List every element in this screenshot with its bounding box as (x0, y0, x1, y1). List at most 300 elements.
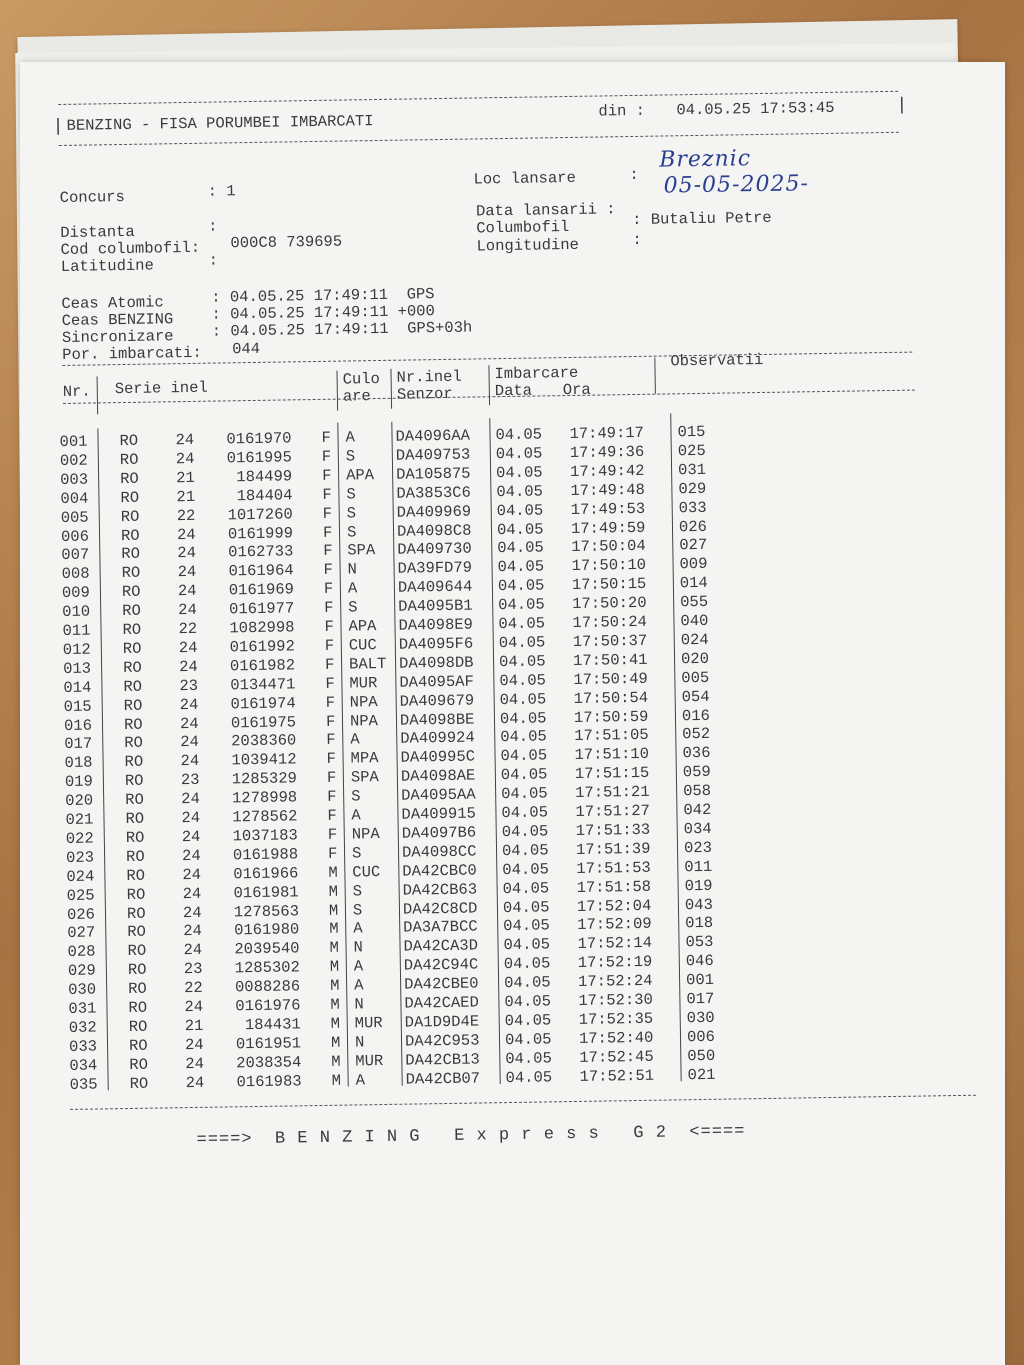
cell-obs: 055 (680, 592, 709, 612)
cell-date: 04.05 (505, 1067, 553, 1087)
cell-year: 24 (181, 827, 201, 847)
cell-time: 17:52:40 (578, 1028, 654, 1048)
cell-sensor: DA409969 (396, 502, 472, 522)
cell-time: 17:50:10 (571, 556, 647, 576)
col-header-divider-1 (97, 376, 99, 414)
cell-nr: 016 (63, 716, 93, 735)
porumbei-imbarcati-label: Por. imbarcati: (62, 343, 202, 364)
cell-country: RO (127, 923, 147, 942)
col-header-divider-2 (336, 371, 338, 411)
cell-sensor: DA42CAED (404, 993, 479, 1013)
cell-nr: 019 (64, 772, 93, 792)
cell-color: MUR (355, 1051, 384, 1071)
cell-country: RO (126, 885, 146, 904)
cell-obs: 053 (685, 933, 714, 952)
cell-date: 04.05 (503, 935, 551, 955)
cell-color: NPA (351, 824, 380, 844)
cell-time: 17:51:15 (574, 763, 650, 784)
cell-time: 17:50:54 (573, 688, 649, 708)
cell-color: S (346, 503, 357, 523)
cell-sensor: DA42CB07 (405, 1069, 481, 1089)
cell-ring: 2039540 (234, 939, 300, 959)
cell-country: RO (119, 431, 139, 451)
cell-ring: 0161969 (228, 580, 295, 600)
cell-sensor: DA4095AF (399, 672, 474, 692)
cell-nr: 023 (65, 848, 95, 867)
cell-country: RO (126, 866, 146, 885)
cell-country: RO (127, 942, 147, 961)
cell-sex: F (326, 750, 337, 769)
cell-sex: F (322, 504, 333, 523)
cell-obs: 019 (684, 876, 713, 895)
cell-ring: 1285329 (231, 769, 298, 789)
cell-year: 23 (183, 960, 203, 979)
cell-country: RO (120, 507, 140, 526)
cell-year: 22 (178, 619, 198, 639)
cell-color: S (345, 447, 356, 466)
cell-obs: 025 (677, 441, 706, 461)
latitudine-value: : (208, 251, 219, 270)
cell-ring: 184431 (244, 1015, 301, 1035)
cell-sensor: DA3A7BCC (403, 917, 478, 938)
cell-obs: 006 (686, 1027, 716, 1047)
handwritten-date: 05-05-2025- (663, 171, 810, 199)
cell-color: MUR (349, 673, 378, 693)
cell-time: 17:50:24 (572, 612, 648, 632)
cell-sensor: DA409730 (397, 539, 472, 560)
cod-columbofil-label: Cod columbofil: (60, 238, 201, 259)
cell-date: 04.05 (499, 708, 547, 728)
cell-color: APA (348, 617, 377, 636)
cell-year: 24 (180, 733, 200, 752)
cell-year: 24 (184, 1035, 204, 1054)
cell-time: 17:49:42 (569, 461, 645, 481)
cell-sensor: DA4095F6 (398, 634, 474, 654)
cell-obs: 052 (682, 725, 711, 744)
cell-nr: 009 (61, 583, 90, 603)
cell-sex: F (326, 731, 336, 750)
cell-year: 24 (179, 714, 199, 733)
cell-nr: 028 (67, 942, 96, 962)
cell-color: S (351, 787, 361, 806)
cell-color: A (351, 806, 361, 825)
cell-year: 24 (182, 884, 202, 903)
din-label: din : (598, 101, 646, 121)
cell-country: RO (123, 677, 143, 696)
cell-sensor: DA4098E9 (398, 615, 474, 635)
concurs-value: : 1 (207, 182, 236, 201)
cell-country: RO (123, 696, 143, 715)
cell-year: 23 (180, 771, 200, 790)
cell-obs: 015 (677, 422, 706, 442)
cell-obs: 029 (678, 479, 707, 498)
porumbei-imbarcati-value: 044 (232, 339, 261, 359)
cell-obs: 017 (686, 989, 715, 1009)
cell-sensor: DA409679 (399, 691, 475, 711)
cell-sensor: DA409644 (397, 577, 473, 597)
cell-date: 04.05 (498, 633, 546, 653)
cell-sensor: DA409753 (395, 445, 471, 465)
cell-year: 24 (176, 525, 196, 544)
cell-country: RO (125, 847, 145, 866)
cell-ring: 2038354 (236, 1052, 302, 1073)
cell-color: SPA (347, 541, 376, 560)
cell-ring: 1285302 (234, 958, 301, 978)
cell-date: 04.05 (503, 916, 550, 936)
cell-obs: 058 (682, 781, 712, 801)
cell-ring: 0088286 (234, 977, 301, 997)
cell-sensor: DA42C94C (403, 955, 479, 975)
cell-country: RO (128, 1036, 148, 1055)
cell-year: 23 (179, 676, 199, 695)
cell-year: 24 (181, 789, 200, 809)
cell-year: 24 (175, 430, 195, 450)
cell-date: 04.05 (498, 614, 546, 634)
cell-year: 22 (184, 978, 203, 998)
cell-sex: M (328, 882, 339, 901)
cell-color: CUC (348, 635, 377, 655)
cell-ring: 0162733 (228, 542, 294, 562)
cell-obs: 034 (683, 819, 712, 839)
cell-year: 24 (178, 657, 198, 676)
cell-sensor: DA39FD79 (397, 558, 473, 579)
cell-color: S (346, 485, 356, 504)
cell-sex: F (327, 825, 338, 844)
cell-date: 04.05 (497, 538, 544, 558)
cell-year: 24 (181, 808, 201, 828)
cell-nr: 022 (65, 829, 94, 848)
cell-country: RO (120, 488, 140, 507)
cell-ring: 0161976 (235, 996, 301, 1016)
cell-date: 04.05 (504, 992, 552, 1012)
cell-color: A (345, 428, 355, 447)
cell-year: 24 (177, 544, 197, 563)
cell-date: 04.05 (501, 784, 548, 804)
cell-sensor: DA4098C8 (396, 521, 472, 541)
cell-obs: 021 (687, 1065, 716, 1084)
cell-obs: 018 (685, 914, 714, 933)
cell-country: RO (125, 828, 145, 847)
cell-ring: 0161980 (234, 920, 300, 940)
latitudine-label: Latitudine (60, 256, 154, 276)
cell-sensor: DA4095AA (401, 785, 476, 805)
cell-obs: 026 (678, 517, 708, 536)
cell-sensor: DA42C953 (404, 1031, 480, 1051)
cell-color: S (351, 844, 362, 863)
cell-obs: 001 (685, 970, 715, 990)
cell-time: 17:49:59 (570, 518, 646, 538)
cell-ring: 2038360 (231, 731, 297, 751)
cell-sex: F (324, 617, 334, 636)
cell-year: 24 (183, 941, 203, 960)
cell-time: 17:49:53 (570, 499, 646, 519)
cell-obs: 050 (687, 1046, 716, 1065)
cell-sex: F (323, 561, 334, 580)
cell-time: 17:50:49 (573, 669, 648, 689)
cell-country: RO (121, 545, 141, 564)
cell-sex: F (327, 806, 337, 825)
cod-columbofil-value: 000C8 739695 (230, 232, 343, 253)
cell-nr: 034 (69, 1056, 98, 1075)
cell-time: 17:49:36 (569, 442, 645, 462)
cell-nr: 004 (60, 489, 89, 508)
cell-sensor: DA409915 (401, 804, 477, 824)
cell-ring: 0161992 (229, 637, 295, 657)
cell-date: 04.05 (498, 652, 546, 671)
cell-time: 17:50:20 (572, 593, 647, 614)
cell-sex: F (321, 428, 331, 447)
col-header-divider-3 (390, 369, 392, 409)
columbofil-label: Columbofil (476, 217, 570, 238)
distanta-label: Distanta (60, 222, 135, 242)
cell-obs: 023 (683, 838, 713, 858)
cell-time: 17:52:45 (579, 1047, 654, 1067)
cell-sensor: DA1D9D4E (404, 1012, 480, 1032)
cell-date: 04.05 (499, 671, 547, 690)
cell-ring: 0161951 (235, 1034, 302, 1054)
cell-year: 24 (185, 1054, 205, 1073)
cell-ring: 184499 (236, 467, 293, 487)
cell-ring: 0161977 (228, 599, 295, 619)
ceas-benzing-label: Ceas BENZING (61, 310, 174, 330)
cell-date: 04.05 (499, 690, 547, 709)
cell-sensor: DA42CBE0 (404, 974, 479, 994)
cell-obs: 020 (680, 649, 710, 669)
cell-color: N (354, 1033, 365, 1052)
longitudine-value: : (632, 230, 642, 249)
cell-sensor: DA4098CC (401, 842, 477, 862)
cell-nr: 006 (60, 527, 90, 546)
cell-ring: 0161970 (226, 429, 292, 449)
cell-sensor: DA42CB63 (402, 880, 478, 900)
cell-year: 24 (177, 563, 197, 582)
cell-country: RO (123, 715, 143, 734)
cell-nr: 003 (60, 470, 89, 489)
cell-color: S (352, 900, 363, 919)
cell-sex: F (321, 466, 332, 485)
cell-nr: 025 (66, 886, 95, 905)
cell-ring: 0161981 (233, 882, 299, 902)
cell-time: 17:52:35 (578, 1009, 654, 1029)
cell-country: RO (128, 979, 147, 999)
cell-sex: M (329, 957, 340, 977)
cell-sensor: DA105875 (395, 464, 471, 484)
cell-country: RO (129, 1055, 149, 1074)
cell-obs: 042 (683, 800, 712, 820)
cell-sensor: DA409924 (400, 728, 475, 749)
cell-sensor: DA4097B6 (401, 823, 477, 843)
distanta-value: : (208, 217, 218, 236)
cell-ring: 1278563 (233, 901, 300, 921)
cell-obs: 040 (680, 611, 709, 631)
cell-ring: 1278998 (231, 788, 298, 808)
cell-time: 17:51:58 (576, 877, 652, 897)
cell-color: S (346, 522, 357, 542)
printout-sheet (20, 62, 1005, 1365)
cell-nr: 012 (62, 640, 91, 659)
cell-country: RO (121, 582, 141, 602)
cell-country: RO (121, 564, 141, 583)
cell-year: 24 (180, 752, 200, 771)
cell-year: 24 (179, 695, 199, 714)
cell-nr: 031 (68, 999, 97, 1018)
cell-date: 04.05 (503, 973, 551, 993)
cell-sex: M (331, 1052, 341, 1071)
cell-date: 04.05 (496, 501, 544, 520)
cell-color: MUR (354, 1013, 383, 1033)
cell-time: 17:51:05 (574, 726, 649, 746)
cell-date: 04.05 (504, 1030, 552, 1049)
cell-obs: 054 (681, 687, 710, 706)
handwritten-place: Breznic (659, 146, 752, 173)
cell-date: 04.05 (495, 425, 543, 445)
cell-sensor: DA40995C (400, 747, 476, 767)
cell-color: N (354, 995, 364, 1014)
cell-nr: 013 (62, 659, 92, 678)
cell-year: 24 (177, 582, 197, 601)
cell-year: 24 (181, 846, 201, 865)
cell-date: 04.05 (502, 897, 550, 917)
cell-obs: 014 (679, 574, 708, 593)
cell-year: 24 (175, 449, 195, 469)
cell-obs: 036 (682, 744, 711, 763)
cell-country: RO (122, 620, 142, 640)
cell-time: 17:52:09 (577, 915, 652, 935)
cell-sex: F (327, 787, 337, 806)
cell-color: A (353, 919, 363, 938)
cell-nr: 035 (69, 1075, 98, 1094)
cell-nr: 017 (64, 734, 93, 754)
cell-country: RO (124, 753, 144, 772)
col-header-ora: Ora (562, 380, 591, 400)
cell-ring: 1037183 (232, 826, 298, 846)
cell-ring: 1017260 (227, 504, 293, 524)
footer-brand: ====> B E N Z I N G E x p r e s s G 2 <==== (196, 1122, 746, 1150)
cell-sensor: DA4095B1 (398, 596, 473, 616)
cell-color: N (347, 560, 358, 579)
cell-country: RO (128, 998, 148, 1018)
header-title: BENZING - FISA PORUMBEI IMBARCATI (66, 112, 374, 135)
cell-year: 21 (176, 487, 196, 506)
cell-ring: 0161966 (233, 864, 299, 884)
cell-ring: 0134471 (230, 675, 296, 695)
cell-color: NPA (349, 692, 378, 712)
cell-sensor: DA42CA3D (403, 936, 479, 956)
cell-ring: 0161974 (230, 693, 296, 713)
printout-content (52, 73, 928, 1150)
cell-color: NPA (349, 711, 379, 730)
cell-sex: M (328, 901, 339, 920)
cell-nr: 020 (65, 791, 94, 811)
cell-color: APA (345, 465, 375, 485)
cell-sex: F (321, 447, 332, 466)
cell-time: 17:52:14 (577, 934, 653, 954)
cell-time: 17:50:59 (573, 707, 649, 727)
cell-sex: M (328, 863, 338, 882)
cell-color: A (354, 976, 364, 995)
col-header-observatii: Observatii (670, 350, 764, 371)
cell-year: 24 (182, 865, 202, 884)
cell-country: RO (120, 526, 140, 545)
cell-sex: M (329, 920, 339, 939)
cell-date: 04.05 (496, 519, 544, 539)
cell-sex: M (329, 938, 340, 958)
cell-nr: 014 (63, 678, 92, 697)
cell-sensor: DA4096AA (395, 426, 471, 446)
cell-ring: 0161964 (228, 561, 294, 581)
cell-country: RO (125, 809, 145, 829)
cell-sensor: DA4098AE (400, 766, 476, 786)
cell-obs: 005 (681, 668, 710, 687)
cell-country: RO (127, 960, 147, 980)
cell-country: RO (120, 469, 139, 488)
cell-date: 04.05 (502, 878, 550, 898)
cell-nr: 011 (62, 621, 91, 640)
cell-color: A (347, 579, 358, 598)
cell-date: 04.05 (505, 1049, 552, 1068)
cell-sex: F (322, 523, 333, 542)
cell-nr: 029 (67, 961, 96, 981)
cell-obs: 011 (684, 857, 713, 876)
cell-ring: 1278562 (232, 807, 298, 827)
cell-time: 17:49:48 (570, 480, 645, 500)
header-right-bar: | (896, 95, 908, 116)
col-header-imbarcare: Imbarcare (494, 363, 579, 384)
cell-time: 17:52:51 (579, 1066, 655, 1086)
cell-ring: 184404 (236, 486, 293, 505)
cell-sex: M (330, 995, 340, 1014)
cell-time: 17:52:04 (576, 896, 652, 916)
columbofil-value: : Butaliu Petre (632, 208, 772, 229)
cell-obs: 009 (679, 555, 708, 574)
cell-nr: 001 (59, 432, 88, 452)
cell-time: 17:51:10 (574, 745, 650, 765)
cell-nr: 027 (67, 923, 96, 943)
cell-nr: 024 (66, 867, 95, 886)
cell-color: S (348, 598, 358, 617)
data-lansarii-label: Data lansarii : (475, 200, 616, 221)
loc-lansare-sep: : (629, 165, 639, 185)
cell-time: 17:51:21 (575, 782, 650, 803)
cell-time: 17:50:15 (571, 575, 647, 595)
loc-lansare-label: Loc lansare (473, 168, 576, 189)
cell-time: 17:52:24 (577, 971, 653, 992)
cell-sex: F (324, 598, 334, 617)
cell-sex: F (327, 844, 338, 863)
cell-year: 24 (178, 600, 197, 620)
cell-sensor: DA42CB13 (405, 1050, 480, 1070)
cell-date: 04.05 (504, 1011, 552, 1030)
cell-year: 22 (176, 506, 196, 525)
cell-color: A (350, 730, 360, 749)
cell-nr: 007 (61, 545, 90, 565)
cell-nr: 026 (66, 905, 96, 924)
cell-sensor: DA3853C6 (396, 483, 471, 503)
cell-ring: 0161983 (236, 1071, 302, 1091)
cell-date: 04.05 (500, 746, 548, 766)
cell-nr: 008 (61, 564, 90, 584)
cell-sex: M (330, 976, 340, 995)
col-header-nrinel-1: Nr.inel (396, 367, 462, 387)
cell-date: 04.05 (500, 727, 547, 747)
cell-nr: 015 (63, 697, 92, 716)
cell-date: 04.05 (495, 444, 543, 464)
cell-sex: M (330, 1014, 341, 1033)
cell-year: 21 (184, 1016, 204, 1036)
col-header-data: Data (494, 381, 533, 401)
col-header-divider-5 (654, 358, 656, 394)
cell-sensor: DA42C8CD (402, 899, 478, 919)
